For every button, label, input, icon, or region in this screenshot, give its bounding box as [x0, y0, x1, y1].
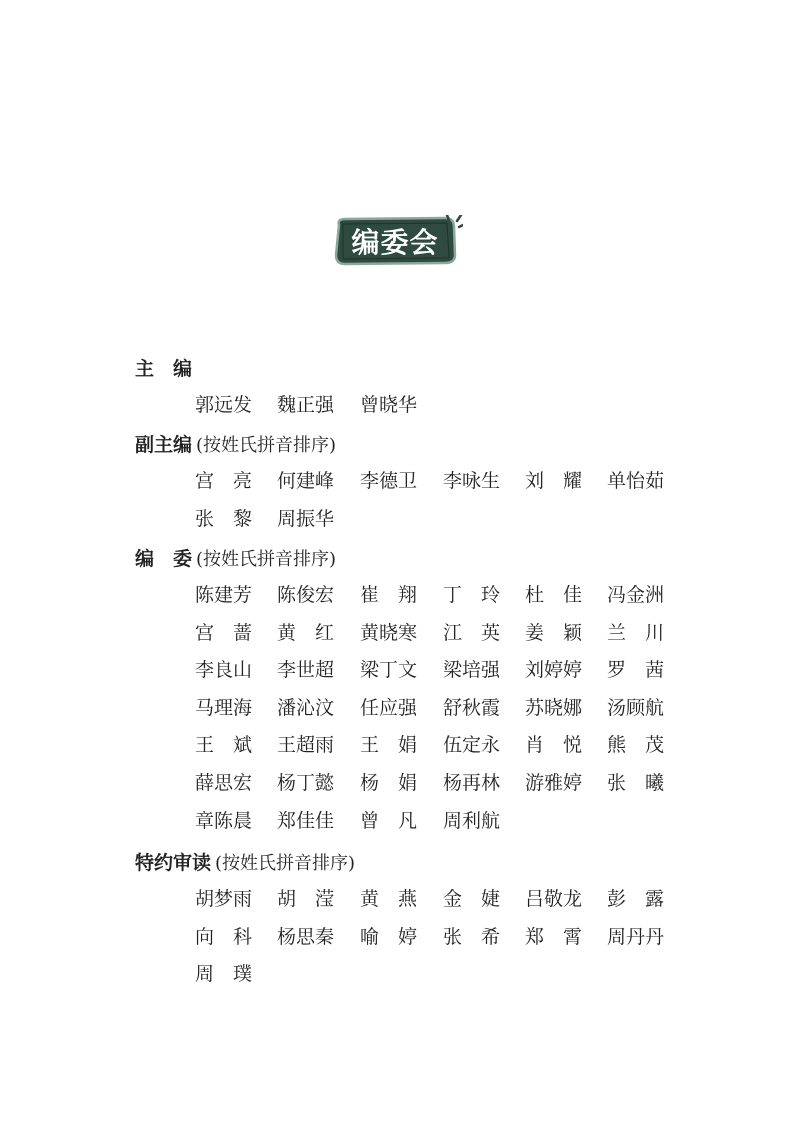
member-name: 曾 凡 [360, 809, 418, 832]
member-name: 张 黎 [195, 507, 253, 530]
section-note: (按姓氏拼音排序) [196, 549, 337, 570]
member-name: 周利航 [443, 809, 501, 832]
member-name: 马理海 [195, 696, 253, 719]
member-name: 任应强 [360, 696, 418, 719]
editorial-board-badge [333, 215, 463, 267]
member-name: 李世超 [277, 659, 335, 682]
member-name: 王超雨 [277, 734, 335, 757]
member-name: 李咏生 [443, 470, 501, 492]
member-name: 丁 玲 [443, 584, 501, 606]
member-name: 陈建芳 [195, 584, 253, 606]
member-name: 兰 川 [607, 621, 665, 644]
member-name: 喻 婷 [360, 925, 418, 948]
member-name: 冯金洲 [607, 584, 665, 606]
section-heading [135, 544, 336, 571]
member-name: 舒秋霞 [443, 696, 501, 719]
member-name: 陈俊宏 [277, 584, 335, 606]
member-name: 梁丁文 [360, 659, 418, 682]
member-name: 彭 露 [607, 888, 665, 910]
member-name: 潘沁汶 [277, 696, 335, 719]
member-name: 周 璞 [195, 963, 253, 986]
member-name: 金 婕 [443, 888, 501, 910]
member-name: 苏晓娜 [525, 696, 583, 719]
section-title: 特约审读 [135, 852, 212, 874]
member-name: 胡梦雨 [195, 888, 253, 910]
member-name: 吕敬龙 [525, 888, 583, 910]
section-note: (按姓氏拼音排序) [196, 435, 337, 456]
section-heading [135, 430, 336, 457]
member-name: 胡 滢 [277, 888, 335, 910]
member-name: 郭远发 [195, 394, 253, 416]
member-name: 宫 亮 [195, 470, 253, 492]
member-name: 刘 耀 [525, 470, 583, 492]
member-name: 周丹丹 [607, 925, 665, 948]
section-title: 主 编 [135, 358, 193, 380]
section-heading [135, 848, 355, 875]
member-name: 杨丁懿 [277, 772, 335, 794]
member-name: 黄 燕 [360, 888, 418, 910]
member-name: 游雅婷 [525, 772, 583, 794]
member-name: 刘婷婷 [525, 659, 583, 682]
section-heading [135, 354, 192, 381]
member-name: 伍定永 [443, 734, 501, 757]
member-name: 曾晓华 [360, 394, 418, 416]
member-name: 王 斌 [195, 734, 253, 757]
member-name: 杨思秦 [277, 925, 335, 948]
member-name: 郑佳佳 [277, 809, 335, 832]
member-name: 肖 悦 [525, 734, 583, 757]
member-name: 周振华 [277, 507, 335, 530]
member-name: 何建峰 [277, 470, 335, 492]
badge-label: 编委会 [351, 226, 439, 259]
member-name: 李良山 [195, 659, 253, 682]
member-name: 单怡茹 [607, 470, 665, 492]
member-name: 杨 娟 [360, 772, 418, 794]
member-name: 郑 霄 [525, 925, 583, 948]
member-name: 李德卫 [360, 470, 418, 492]
member-name: 梁培强 [443, 659, 501, 682]
member-name: 张 曦 [607, 772, 665, 794]
member-name: 黄晓寒 [360, 621, 418, 644]
member-name: 罗 茜 [607, 659, 665, 682]
member-name: 宫 蔷 [195, 621, 253, 644]
member-name: 杜 佳 [525, 584, 583, 606]
member-name: 张 希 [443, 925, 501, 948]
member-name: 杨再林 [443, 772, 501, 794]
member-name: 章陈晨 [195, 809, 253, 832]
member-name: 汤顾航 [607, 696, 665, 719]
member-name: 薛思宏 [195, 772, 253, 794]
member-name: 王 娟 [360, 734, 418, 757]
member-name: 熊 茂 [607, 734, 665, 757]
member-name: 崔 翔 [360, 584, 418, 606]
section-note: (按姓氏拼音排序) [215, 853, 356, 874]
member-name: 向 科 [195, 925, 253, 948]
member-name: 魏正强 [277, 394, 335, 416]
section-title: 副主编 [135, 434, 193, 456]
member-name: 姜 颖 [525, 621, 583, 644]
member-name: 江 英 [443, 621, 501, 644]
section-title: 编 委 [135, 548, 193, 570]
member-name: 黄 红 [277, 621, 335, 644]
